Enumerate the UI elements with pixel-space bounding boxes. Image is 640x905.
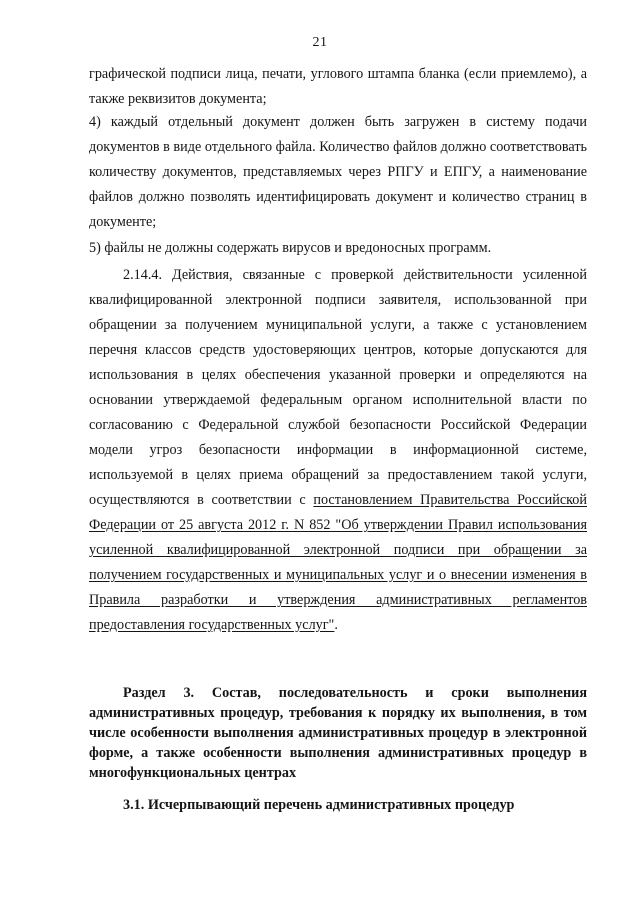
paragraph-2-14-4-text: 2.14.4. Действия, связанные с проверкой действительности усиленной квалифицированной электронной подписи заявителя, использованной при обращении за получением муниципальной услуги, а также с установлением перечня классов средств удостоверяющих центров, которые допускаются для использования в целях обеспечения указанной проверки и определяются на основании утверждаемой федеральным органом исполнительной власти по согласованию с Федеральной службой безопасности Российской Федерации модели угроз безопасности информации в информационной системе, используемой в целях приема обращений за предоставлением такой услуги, осуществляются в соответствии с bbox=[89, 267, 587, 508]
section-3-heading: Раздел 3. Состав, последовательность и сроки выполнения административных процедур, требования к порядку их выполнения, в том числе особенности выполнения административных процедур в электронной форме, а также особенности выполнения административных процедур в многофункциональных центрах bbox=[89, 685, 587, 781]
paragraph-2-14-4-tail: . bbox=[334, 617, 338, 633]
paragraph-2-14-4 bbox=[89, 263, 587, 638]
paragraph-signature-requirements: графической подписи лица, печати, углового штампа бланка (если приемлемо), а также реквизитов документа; bbox=[89, 66, 587, 107]
paragraph-item-4: 4) каждый отдельный документ должен быть загружен в систему подачи документов в виде отдельного файла. Количество файлов должно соответствовать количеству документов, представляемых через РПГУ и ЕПГУ, а наименование файлов должно позволять идентифицировать документ и количество страниц в документе; bbox=[89, 114, 587, 230]
subsection-3-1-heading: 3.1. Исчерпывающий перечень административных процедур bbox=[123, 797, 515, 813]
paragraph-item-5: 5) файлы не должны содержать вирусов и вредоносных программ. bbox=[89, 240, 492, 256]
page-number: 21 bbox=[312, 35, 328, 50]
regulation-link[interactable]: постановлением Правительства Российской Федерации от 25 августа 2012 г. N 852 "Об утверждении Правил использования усиленной квалифицированной электронной подписи при обращении за получением государственных и муниципальных услуг и о внесении изменения в Правила разработки и утверждения административных регламентов предоставления государственных услуг" bbox=[89, 492, 587, 633]
